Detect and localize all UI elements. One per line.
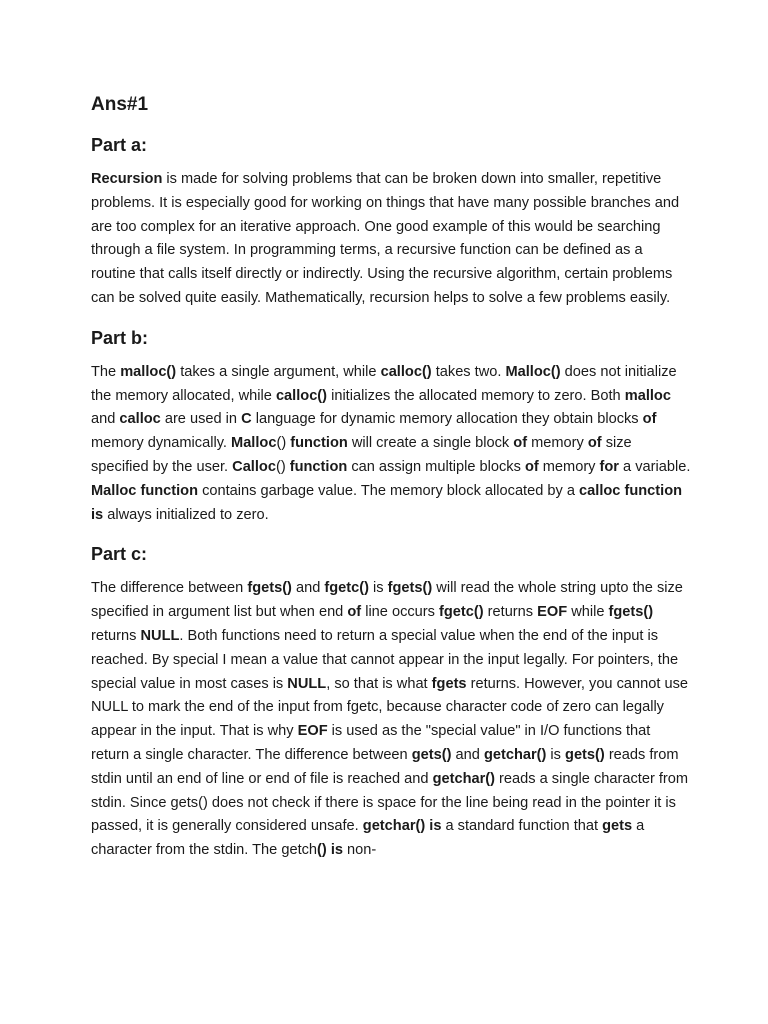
bold-term: function xyxy=(290,435,348,452)
text-run: a standard function that xyxy=(441,818,603,835)
bold-term: EOF xyxy=(537,604,568,621)
bold-term: gets() xyxy=(411,746,452,763)
text-run: and xyxy=(91,411,120,428)
text-run: contains garbage value. The memory block allocated by a xyxy=(198,482,580,499)
text-run: reads from stdin until an end of line or end of file is reached and xyxy=(91,746,679,787)
text-run: is used as the "special value" in I/O functions that return a single character. The difference between xyxy=(91,723,651,763)
text-run: always initialized to zero. xyxy=(103,506,269,523)
bold-term: getchar() is xyxy=(362,818,442,835)
text-run: () xyxy=(276,435,291,452)
section-paragraph xyxy=(91,577,691,863)
text-run: takes a single argument, while xyxy=(176,363,381,380)
bold-term: getchar() xyxy=(483,746,547,763)
section-heading: Part c: xyxy=(91,544,148,565)
bold-term: calloc function is xyxy=(91,482,683,523)
bold-term: NULL xyxy=(287,675,327,692)
bold-term: () is xyxy=(317,842,343,859)
document-body xyxy=(91,92,691,877)
bold-term: NULL xyxy=(140,627,180,644)
text-run: reads a single character from stdin. Since gets() does not check if there is space for the line being read in the pointer it is passed, it is generally considered unsafe. xyxy=(91,770,689,835)
bold-term: calloc xyxy=(119,411,161,428)
section-paragraph xyxy=(91,168,691,311)
section-paragraph xyxy=(91,361,691,528)
bold-term: of xyxy=(642,411,657,428)
bold-term: calloc() xyxy=(380,363,432,380)
bold-term: of xyxy=(587,435,602,452)
bold-term: Malloc function xyxy=(91,482,199,499)
text-run: memory xyxy=(538,458,600,475)
text-run: memory xyxy=(527,435,588,452)
bold-term: Calloc xyxy=(232,458,276,475)
text-run: . Both functions need to return a special value when the end of the input is reached. By special I mean a value that cannot appear in the input legally. For pointers, the special value in most cases is xyxy=(91,627,679,692)
text-run: is xyxy=(546,746,566,763)
text-run: is made for solving problems that can be broken down into smaller, repetitive problems. It is especially good for working on things that have many possible branches and are too complex for an iterative approach. One good example of this would be searching through a file system. In programming terms, a recursive function can be defined as a routine that calls itself directly or indirectly. Using the recursive algorithm, certain problems can be solved quite easily. Mathematically, recursion helps to solve a few problems easily. xyxy=(91,171,680,306)
text-run: returns xyxy=(483,604,538,621)
text-run: can assign multiple blocks xyxy=(347,458,525,475)
text-run: a character from the stdin. The getch xyxy=(91,818,645,859)
bold-term: Malloc() xyxy=(505,363,561,380)
text-run: a variable. xyxy=(619,458,691,475)
bold-term: fgets() xyxy=(387,580,433,597)
text-run: memory dynamically. xyxy=(91,435,232,452)
bold-term: gets xyxy=(602,818,633,835)
bold-term: fgetc() xyxy=(324,580,369,597)
text-run: will read the whole string upto the size specified in argument list but when end xyxy=(91,580,683,621)
text-run: and xyxy=(291,580,325,597)
text-run: takes two. xyxy=(431,363,506,380)
bold-term: function xyxy=(289,458,348,475)
bold-term: fgets() xyxy=(247,580,292,597)
section-heading: Part a: xyxy=(91,135,148,155)
bold-term: malloc() xyxy=(120,363,177,380)
bold-term: EOF xyxy=(297,723,328,740)
bold-term: fgets xyxy=(431,675,467,692)
text-run: non- xyxy=(343,842,377,859)
bold-term: Malloc xyxy=(231,435,277,452)
section-part-c xyxy=(91,541,691,863)
text-run: line occurs xyxy=(361,604,440,621)
bold-term: fgets() xyxy=(608,604,654,621)
text-run: returns xyxy=(91,627,141,644)
bold-term: C xyxy=(241,411,252,428)
answer-title: Ans#1 xyxy=(91,94,149,115)
section-part-b xyxy=(91,325,691,528)
text-run: size specified by the user. xyxy=(91,435,632,475)
text-run: does not initialize the memory allocated, while xyxy=(91,363,677,404)
text-run: The difference between xyxy=(91,580,248,597)
bold-term: calloc() xyxy=(275,387,328,404)
section-heading: Part b: xyxy=(91,327,149,348)
text-run: () xyxy=(275,458,290,475)
bold-term: of xyxy=(524,458,539,475)
text-run: is xyxy=(368,580,388,597)
text-run: language for dynamic memory allocation they obtain blocks xyxy=(251,411,643,428)
bold-term: of xyxy=(513,435,528,452)
bold-term: getchar() xyxy=(432,770,495,787)
bold-term: of xyxy=(347,604,362,621)
bold-term: for xyxy=(599,458,619,475)
text-run: , so that is what xyxy=(326,675,432,692)
section-part-a xyxy=(91,132,691,311)
text-run: The xyxy=(91,363,121,380)
bold-term: gets() xyxy=(565,746,605,763)
text-run: initializes the allocated memory to zero. Both xyxy=(327,387,625,404)
text-run: will create a single block xyxy=(347,435,514,452)
text-run: returns. However, you cannot use NULL to mark the end of the input from fgetc, because character code of zero can legally appear in the input. That is why xyxy=(91,675,689,740)
bold-term: malloc xyxy=(624,387,671,404)
text-run: while xyxy=(567,604,609,621)
text-run: and xyxy=(451,746,484,763)
bold-term: Recursion xyxy=(91,171,163,187)
text-run: are used in xyxy=(160,411,242,428)
bold-term: fgetc() xyxy=(439,604,484,621)
